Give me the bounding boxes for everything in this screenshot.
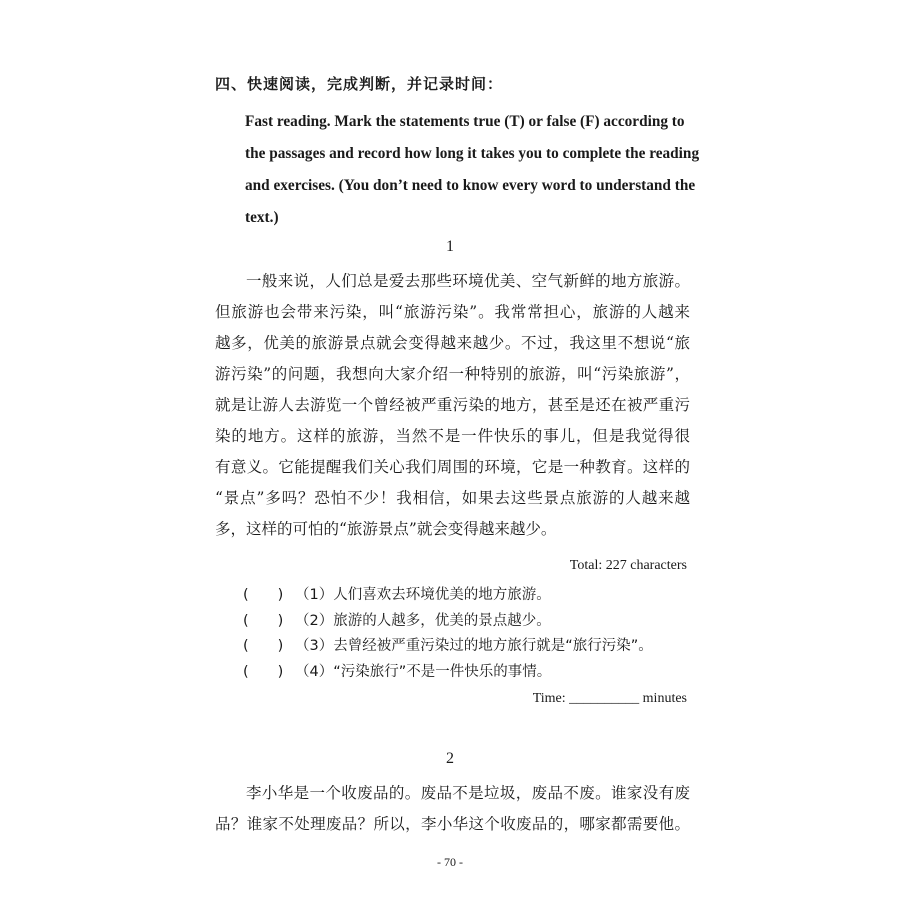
passage-line: 越多，优美的旅游景点就会变得越来越少。不过，我这里不想说“旅 xyxy=(215,334,690,352)
instructions-line: text.) xyxy=(245,209,279,226)
passage-line: 染的地方。这样的旅游，当然不是一件快乐的事儿，但是我觉得很 xyxy=(215,427,690,445)
question-item xyxy=(243,609,653,635)
passage-line: 就是让游人去游览一个曾经被严重污染的地方，甚至是还在被严重污 xyxy=(215,396,690,414)
question-item xyxy=(243,583,653,609)
answer-blank[interactable]: ( ) xyxy=(243,638,284,654)
character-total: Total: 227 characters xyxy=(569,558,687,573)
passage-2-text xyxy=(215,778,690,840)
question-text: （1）人们喜欢去环境优美的地方旅游。 xyxy=(295,587,551,603)
passage-1-text xyxy=(215,266,690,545)
passage-line: 品？谁家不处理废品？所以，李小华这个收废品的，哪家都需要他。 xyxy=(215,815,690,833)
instructions-line: and exercises. (You don’t need to know every word to understand the xyxy=(245,177,696,194)
passage-1-number: 1 xyxy=(446,238,454,255)
question-item xyxy=(243,660,653,686)
passage-line: 李小华是一个收废品的。废品不是垃圾，废品不废。谁家没有废 xyxy=(246,784,690,802)
passage-2-number: 2 xyxy=(446,750,454,767)
instructions xyxy=(245,106,700,234)
answer-blank[interactable]: ( ) xyxy=(243,663,284,680)
passage-line: 游污染”的问题，我想向大家介绍一种特别的旅游，叫“污染旅游”， xyxy=(215,365,690,383)
instructions-line: the passages and record how long it takes you to complete the reading xyxy=(245,145,700,162)
question-text: （4）“污染旅行”不是一件快乐的事情。 xyxy=(295,663,552,680)
question-text: （3）去曾经被严重污染过的地方旅行就是“旅行污染”。 xyxy=(295,638,653,654)
passage-line: 但旅游也会带来污染，叫“旅游污染”。我常常担心，旅游的人越来 xyxy=(215,303,690,321)
true-false-questions xyxy=(243,583,653,685)
page-number: - 70 - xyxy=(437,855,463,869)
passage-line: 多，这样的可怕的“旅游景点”就会变得越来越少。 xyxy=(215,520,557,538)
question-text: （2）旅游的人越多，优美的景点越少。 xyxy=(295,612,551,629)
passage-line: 有意义。它能提醒我们关心我们周围的环境，它是一种教育。这样的 xyxy=(215,458,690,476)
passage-line: 一般来说，人们总是爱去那些环境优美、空气新鲜的地方旅游。 xyxy=(246,272,690,290)
instructions-line: Fast reading. Mark the statements true (T) or false (F) according to xyxy=(245,113,685,130)
time-record: Time: __________ minutes xyxy=(532,691,687,706)
answer-blank[interactable]: ( ) xyxy=(243,612,284,629)
passage-line: “景点”多吗？恐怕不少！我相信，如果去这些景点旅游的人越来越 xyxy=(215,489,690,507)
section-heading: 四、快速阅读，完成判断，并记录时间： xyxy=(215,75,504,93)
question-item xyxy=(243,634,653,660)
answer-blank[interactable]: ( ) xyxy=(243,587,284,603)
